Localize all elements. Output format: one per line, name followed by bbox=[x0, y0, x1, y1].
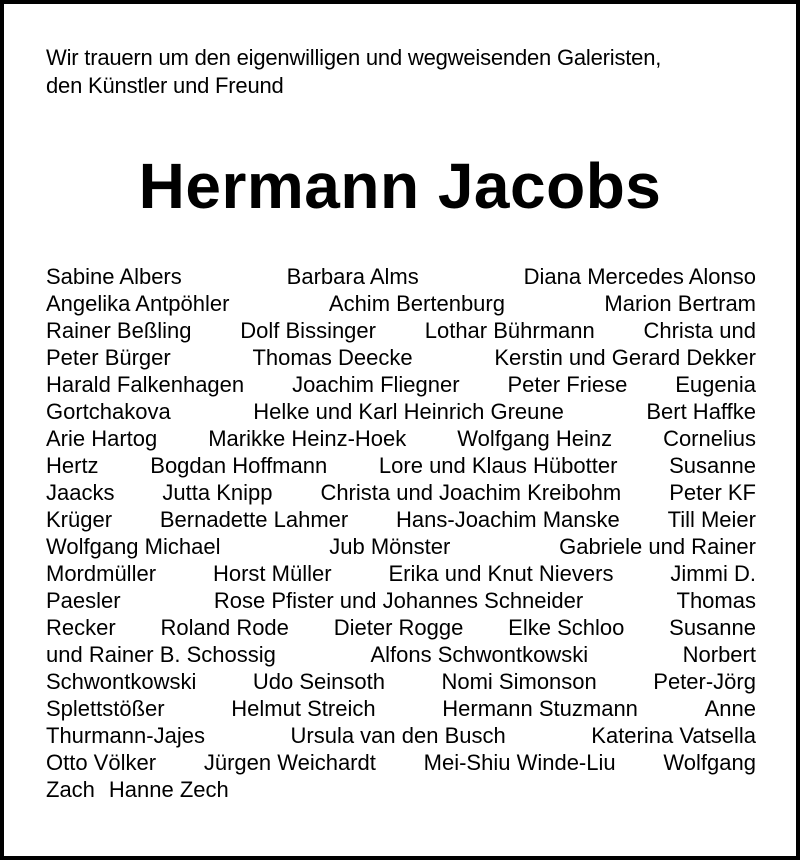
mourner-name: Hertz bbox=[46, 453, 99, 478]
mourner-name: Wolfgang bbox=[663, 750, 756, 775]
mourner-name: Gabriele und Rainer bbox=[559, 534, 756, 559]
mourner-name: Udo Seinsoth bbox=[252, 669, 385, 694]
mourner-name: Erika und Knut Nievers bbox=[388, 561, 614, 586]
mourner-name: Helmut Streich bbox=[231, 696, 376, 721]
mourner-list bbox=[46, 263, 756, 803]
mourner-line bbox=[46, 452, 756, 479]
mourner-name: Kerstin und Gerard Dekker bbox=[494, 345, 756, 370]
mourner-name: Rainer Beßling bbox=[46, 318, 192, 343]
mourner-name: Diana Mercedes Alonso bbox=[523, 264, 756, 289]
mourner-name: Christa und Joachim Kreibohm bbox=[320, 480, 622, 505]
mourner-name: Thurmann-Jajes bbox=[46, 723, 205, 748]
mourner-name: Nomi Simonson bbox=[441, 669, 597, 694]
mourner-name: Lore und Klaus Hübotter bbox=[378, 453, 618, 478]
mourner-line bbox=[46, 290, 756, 317]
mourner-name: Katerina Vatsella bbox=[591, 723, 756, 748]
mourner-line bbox=[46, 560, 756, 587]
mourner-name: Rose Pfister und Johannes Schneider bbox=[213, 588, 584, 613]
mourner-name: Alfons Schwontkowski bbox=[370, 642, 589, 667]
mourner-line bbox=[46, 344, 756, 371]
mourner-name: Gortchakova bbox=[46, 399, 171, 424]
mourner-name: Hans-Joachim Manske bbox=[396, 507, 620, 532]
mourner-name: Susanne bbox=[669, 615, 756, 640]
mourner-name: Marikke Heinz-Hoek bbox=[208, 426, 407, 451]
mourner-name: Wolfgang Heinz bbox=[457, 426, 613, 451]
mourner-name: Angelika Antpöhler bbox=[46, 291, 230, 316]
mourner-name: Ursula van den Busch bbox=[290, 723, 506, 748]
mourner-name: Paesler bbox=[46, 588, 121, 613]
mourner-name: Peter KF bbox=[669, 480, 756, 505]
mourner-name: Thomas bbox=[676, 588, 756, 613]
mourner-name: Marion Bertram bbox=[604, 291, 756, 316]
mourner-name: Anne bbox=[704, 696, 756, 721]
mourner-name: und Rainer B. Schossig bbox=[46, 642, 276, 667]
intro-line-1: Wir trauern um den eigenwilligen und wegweisenden Galeristen, bbox=[46, 45, 662, 70]
mourner-name: Christa und bbox=[643, 318, 756, 343]
mourner-name: Cornelius bbox=[663, 426, 756, 451]
mourner-name: Horst Müller bbox=[212, 561, 332, 586]
mourner-name: Wolfgang Michael bbox=[46, 534, 221, 559]
mourner-name: Hermann Stuzmann bbox=[442, 696, 638, 721]
mourner-line bbox=[46, 749, 756, 776]
mourner-name: Till Meier bbox=[667, 507, 756, 532]
mourner-line bbox=[46, 479, 756, 506]
mourner-line bbox=[46, 506, 756, 533]
mourner-name: Jürgen Weichardt bbox=[203, 750, 376, 775]
mourner-name: Bernadette Lahmer bbox=[159, 507, 349, 532]
mourner-name: Peter Friese bbox=[507, 372, 628, 397]
mourner-name: Arie Hartog bbox=[46, 426, 158, 451]
mourner-name: Harald Falkenhagen bbox=[46, 372, 245, 397]
mourner-name: Helke und Karl Heinrich Greune bbox=[253, 399, 564, 424]
mourner-line bbox=[46, 587, 756, 614]
mourner-line bbox=[46, 668, 756, 695]
mourner-name: Jimmi D. bbox=[670, 561, 756, 586]
mourner-name: Thomas Deecke bbox=[252, 345, 413, 370]
mourner-line bbox=[46, 614, 756, 641]
mourner-name: Norbert bbox=[682, 642, 756, 667]
mourner-name: Achim Bertenburg bbox=[328, 291, 505, 316]
mourner-line bbox=[46, 263, 756, 290]
mourner-line bbox=[46, 371, 756, 398]
mourner-name: Peter-Jörg bbox=[653, 669, 756, 694]
mourner-name: Jutta Knipp bbox=[162, 480, 273, 505]
mourner-name: Dieter Rogge bbox=[333, 615, 464, 640]
mourner-name: Lothar Bührmann bbox=[424, 318, 595, 343]
mourner-line bbox=[46, 425, 756, 452]
mourner-name: Recker bbox=[46, 615, 116, 640]
mourner-name: Splettstößer bbox=[46, 696, 165, 721]
mourner-name: Krüger bbox=[46, 507, 113, 532]
mourner-name: Jub Mönster bbox=[329, 534, 451, 559]
mourner-line bbox=[46, 641, 756, 668]
mourner-name: Bert Haffke bbox=[646, 399, 756, 424]
mourner-name: Jaacks bbox=[46, 480, 115, 505]
intro-text bbox=[46, 44, 766, 100]
mourner-line bbox=[46, 722, 756, 749]
mourner-name: Eugenia bbox=[675, 372, 756, 397]
mourner-line bbox=[46, 398, 756, 425]
intro-line-2: den Künstler und Freund bbox=[46, 73, 284, 98]
mourner-line bbox=[46, 695, 756, 722]
mourner-line bbox=[46, 533, 756, 560]
mourner-line bbox=[46, 776, 756, 803]
mourner-name: Roland Rode bbox=[160, 615, 289, 640]
mourner-name: Mordmüller bbox=[46, 561, 157, 586]
mourner-name: Hanne Zech bbox=[108, 777, 229, 802]
mourner-name: Bogdan Hoffmann bbox=[150, 453, 328, 478]
mourner-name: Otto Völker bbox=[46, 750, 157, 775]
mourner-name: Schwontkowski bbox=[46, 669, 197, 694]
mourner-name: Peter Bürger bbox=[46, 345, 171, 370]
mourner-name: Dolf Bissinger bbox=[240, 318, 376, 343]
mourner-name: Susanne bbox=[669, 453, 756, 478]
deceased-name: Hermann Jacobs bbox=[138, 150, 662, 222]
mourner-name: Sabine Albers bbox=[46, 264, 182, 289]
mourner-name: Elke Schloo bbox=[508, 615, 625, 640]
mourner-name: Barbara Alms bbox=[286, 264, 419, 289]
mourner-name: Mei-Shiu Winde-Liu bbox=[423, 750, 616, 775]
mourner-name: Zach bbox=[46, 777, 95, 802]
mourner-name: Joachim Fliegner bbox=[292, 372, 460, 397]
mourner-line bbox=[46, 317, 756, 344]
